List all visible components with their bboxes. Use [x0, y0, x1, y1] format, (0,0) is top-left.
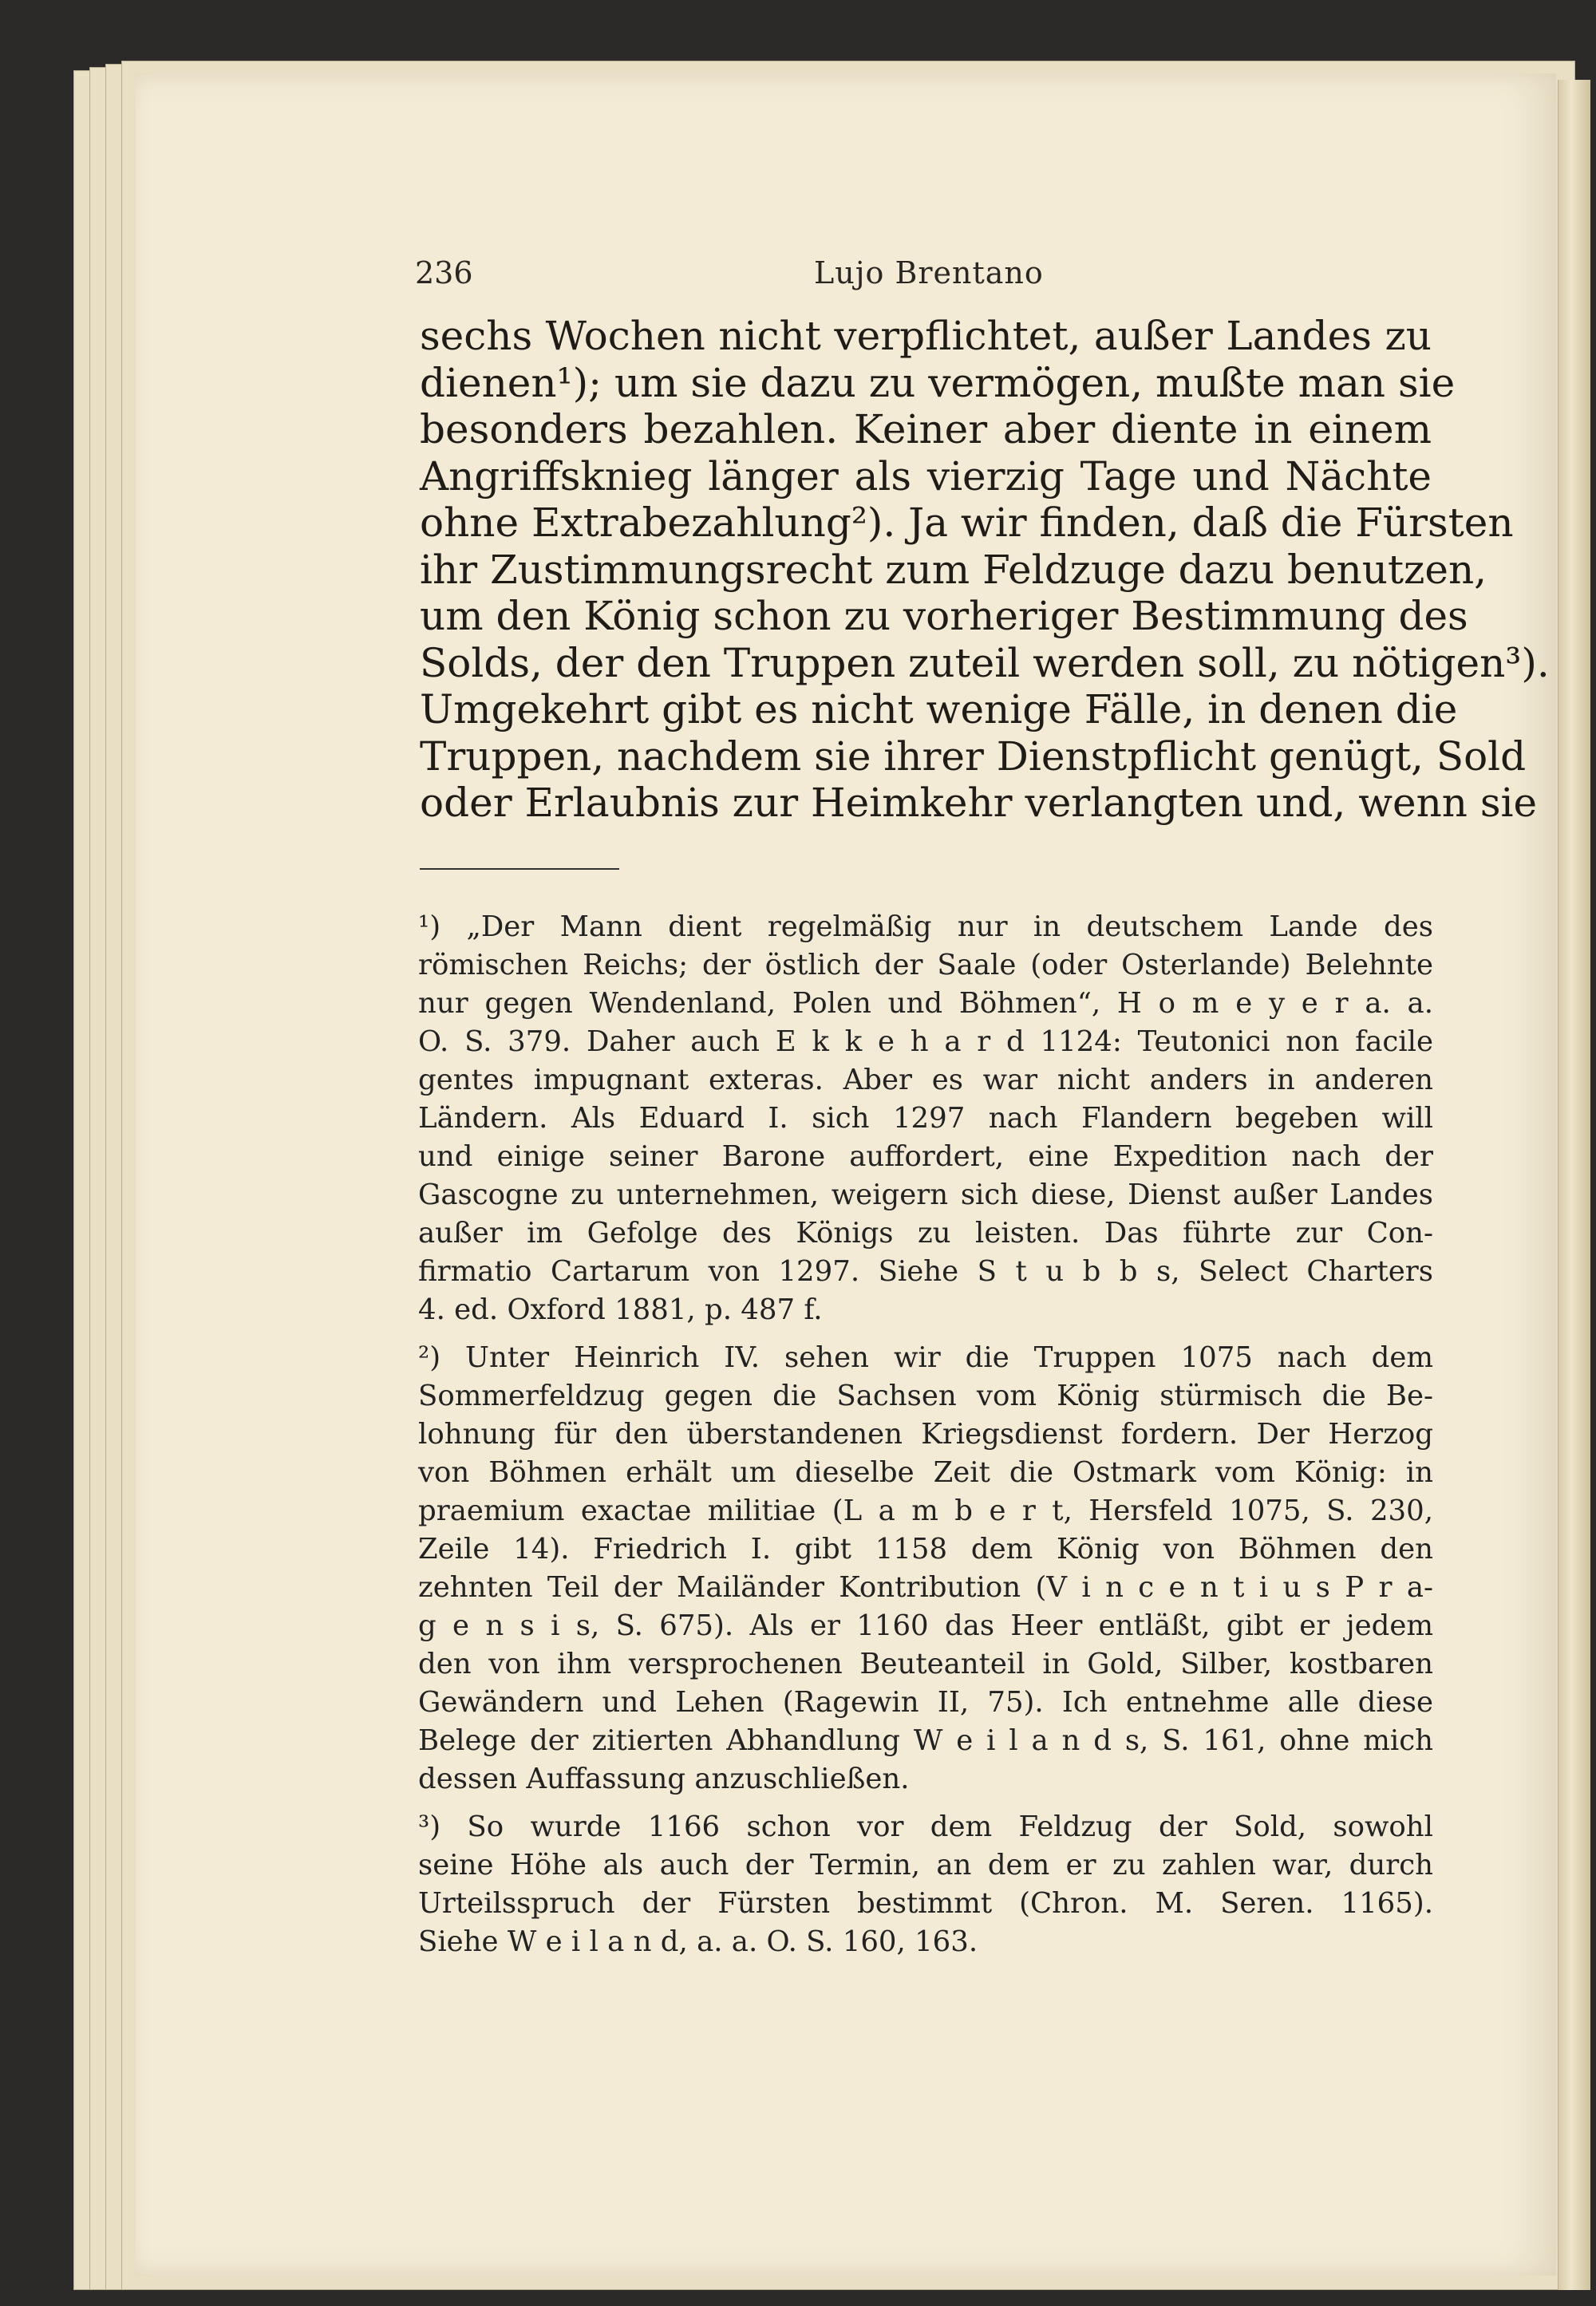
footnote-line: Urteilsspruch der Fürsten bestimmt (Chron. M. Seren. 1165).	[418, 1887, 1433, 1920]
text-line: ihr Zustimmungsrecht zum Feldzuge dazu benutzen,	[420, 546, 1487, 593]
footnote-line: den von ihm versprochenen Beuteanteil in Gold, Silber, kostbaren	[418, 1648, 1433, 1680]
footnote-line: Gascogne zu unternehmen, weigern sich diese, Dienst außer Landes	[418, 1179, 1433, 1211]
footnote-line: und einige seiner Barone auffordert, eine Expedition nach der	[418, 1140, 1433, 1173]
page-number: 236	[415, 255, 473, 290]
page-fore-edge	[1558, 80, 1590, 2290]
text-line: dienen¹); um sie dazu zu vermögen, mußte man sie	[420, 359, 1456, 406]
text-line: Solds, der den Truppen zuteil werden soll, zu nötigen³).	[420, 639, 1550, 686]
footnote-line: O. S. 379. Daher auch E k k e h a r d 1124: Teutonici non facile	[418, 1025, 1433, 1058]
footnote-line: römischen Reichs; der östlich der Saale (oder Osterlande) Belehnte	[418, 949, 1433, 981]
footnote-line: praemium exactae militiae (L a m b e r t, Hersfeld 1075, S. 230,	[418, 1495, 1433, 1527]
running-title: Lujo Brentano	[814, 255, 1044, 290]
footnote-line: von Böhmen erhält um dieselbe Zeit die Ostmark vom König: in	[418, 1456, 1433, 1489]
footnote-separator	[420, 868, 619, 870]
footnote-line: 4. ed. Oxford 1881, p. 487 f.	[418, 1293, 823, 1326]
main-text	[420, 313, 1550, 827]
text-line: Umgekehrt gibt es nicht wenige Fälle, in denen die	[420, 686, 1458, 732]
footnote-line: ³) So wurde 1166 schon vor dem Feldzug der Sold, sowohl	[418, 1810, 1433, 1843]
footnote-line: firmatio Cartarum von 1297. Siehe S t u b b s, Select Charters	[418, 1255, 1433, 1288]
footnote-2	[418, 1339, 1433, 1799]
text-line: sechs Wochen nicht verpflichtet, außer Landes zu	[420, 313, 1432, 359]
footnote-line: Belege der zitierten Abhandlung W e i l a n d s, S. 161, ohne mich	[418, 1724, 1433, 1757]
footnote-line: seine Höhe als auch der Termin, an dem er zu zahlen war, durch	[418, 1849, 1433, 1882]
footnote-1	[418, 908, 1433, 1329]
footnote-line: dessen Auffassung anzuschließen.	[418, 1763, 910, 1795]
running-header	[415, 255, 1436, 295]
text-line: um den König schon zu vorheriger Bestimmung des	[420, 593, 1468, 639]
footnote-line: Zeile 14). Friedrich I. gibt 1158 dem König von Böhmen den	[418, 1533, 1433, 1566]
footnote-line: ²) Unter Heinrich IV. sehen wir die Truppen 1075 nach dem	[418, 1341, 1433, 1374]
footnote-line: gentes impugnant exteras. Aber es war nicht anders in anderen	[418, 1064, 1433, 1096]
text-line: oder Erlaubnis zur Heimkehr verlangten und, wenn sie	[420, 780, 1538, 826]
footnote-line: g e n s i s, S. 675). Als er 1160 das Heer entläßt, gibt er jedem	[418, 1609, 1433, 1642]
footnote-line: nur gegen Wendenland, Polen und Böhmen“, H o m e y e r a. a.	[418, 987, 1433, 1020]
footnote-line: Siehe W e i l a n d, a. a. O. S. 160, 163.	[418, 1925, 978, 1958]
text-line: ohne Extrabezahlung²). Ja wir finden, daß die Fürsten	[420, 500, 1514, 546]
text-line: Angriffsknieg länger als vierzig Tage und Nächte	[420, 452, 1432, 500]
footnotes	[418, 908, 1433, 1961]
footnote-3	[418, 1808, 1433, 1961]
text-line: besonders bezahlen. Keiner aber diente in einem	[420, 406, 1432, 452]
footnote-line: lohnung für den überstandenen Kriegsdienst fordern. Der Herzog	[418, 1418, 1433, 1451]
footnote-line: zehnten Teil der Mailänder Kontribution (V i n c e n t i u s P r a-	[418, 1571, 1433, 1604]
footnote-line: Ländern. Als Eduard I. sich 1297 nach Flandern begeben will	[418, 1102, 1433, 1135]
footnote-line: ¹) „Der Mann dient regelmäßig nur in deutschem Lande des	[418, 910, 1433, 943]
footnote-line: außer im Gefolge des Königs zu leisten. Das führte zur Con-	[418, 1217, 1433, 1250]
footnote-line: Gewändern und Lehen (Ragewin II, 75). Ich entnehme alle diese	[418, 1686, 1433, 1719]
text-line: Truppen, nachdem sie ihrer Dienstpflicht genügt, Sold	[420, 732, 1527, 780]
footnote-line: Sommerfeldzug gegen die Sachsen vom König stürmisch die Be-	[418, 1380, 1433, 1412]
